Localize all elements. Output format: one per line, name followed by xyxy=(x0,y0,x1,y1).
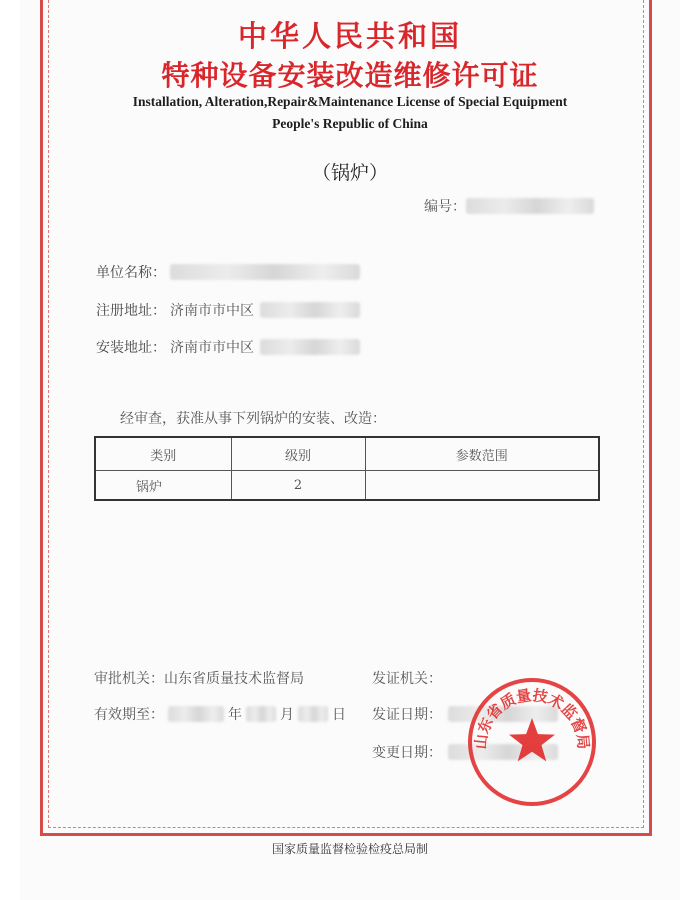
redacted-install-address xyxy=(260,339,360,355)
day-label: 日 xyxy=(332,707,346,723)
issue-date-label: 发证日期： xyxy=(372,707,442,723)
reg-address-row xyxy=(96,300,360,320)
valid-until-label: 有效期至： xyxy=(94,707,164,723)
reg-address-value: 济南市市中区 xyxy=(170,303,254,319)
seal-text: 山东省质量技术监督局 xyxy=(471,686,593,750)
title-english-line-2: People's Republic of China xyxy=(272,116,428,131)
footer-issuer: 国家质量监督检验检疫总局制 xyxy=(271,842,428,856)
title-chinese-line-1: 中华人民共和国 xyxy=(237,19,462,53)
cell-parameter-range xyxy=(365,471,599,501)
reg-address-label: 注册地址： xyxy=(96,303,166,319)
redacted-valid-month xyxy=(246,706,276,722)
approval-authority-label: 审批机关： xyxy=(94,671,164,687)
install-address-label: 安装地址： xyxy=(96,340,166,356)
issuing-authority-row xyxy=(372,668,442,688)
header-level: 级别 xyxy=(231,437,365,471)
serial-label: 编号： xyxy=(424,199,466,215)
official-seal-icon xyxy=(466,676,598,808)
issuing-authority-label: 发证机关： xyxy=(372,671,442,687)
scope-table-header xyxy=(95,437,599,471)
certificate-subtitle: （锅炉） xyxy=(311,162,388,184)
unit-name-label: 单位名称： xyxy=(96,265,166,281)
header-category: 类别 xyxy=(95,437,231,471)
table-row xyxy=(95,471,599,501)
valid-until-row xyxy=(94,704,346,724)
cell-level: 2 xyxy=(231,471,365,501)
change-date-label: 变更日期： xyxy=(372,745,442,761)
month-label: 月 xyxy=(280,707,294,723)
unit-name-row xyxy=(96,262,360,282)
redacted-unit-name xyxy=(170,264,360,280)
redacted-valid-year xyxy=(168,706,224,722)
install-address-value: 济南市市中区 xyxy=(170,340,254,356)
approval-authority-value: 山东省质量技术监督局 xyxy=(164,671,304,687)
title-chinese-line-2: 特种设备安装改造维修许可证 xyxy=(161,59,539,92)
year-label: 年 xyxy=(228,707,242,723)
header-parameter-range: 参数范围 xyxy=(365,437,599,471)
redacted-reg-address xyxy=(260,302,360,318)
scope-table xyxy=(94,436,600,501)
serial-number xyxy=(424,196,594,216)
approval-statement: 经审查，获准从事下列锅炉的安装、改造： xyxy=(120,411,386,427)
redacted-valid-day xyxy=(298,706,328,722)
approval-authority-row xyxy=(94,668,304,688)
install-address-row xyxy=(96,337,360,357)
redacted-serial xyxy=(466,198,594,214)
title-english-line-1: Installation, Alteration,Repair&Maintenance License of Special Equipment xyxy=(132,94,568,109)
cell-category: 锅炉 xyxy=(95,471,231,501)
